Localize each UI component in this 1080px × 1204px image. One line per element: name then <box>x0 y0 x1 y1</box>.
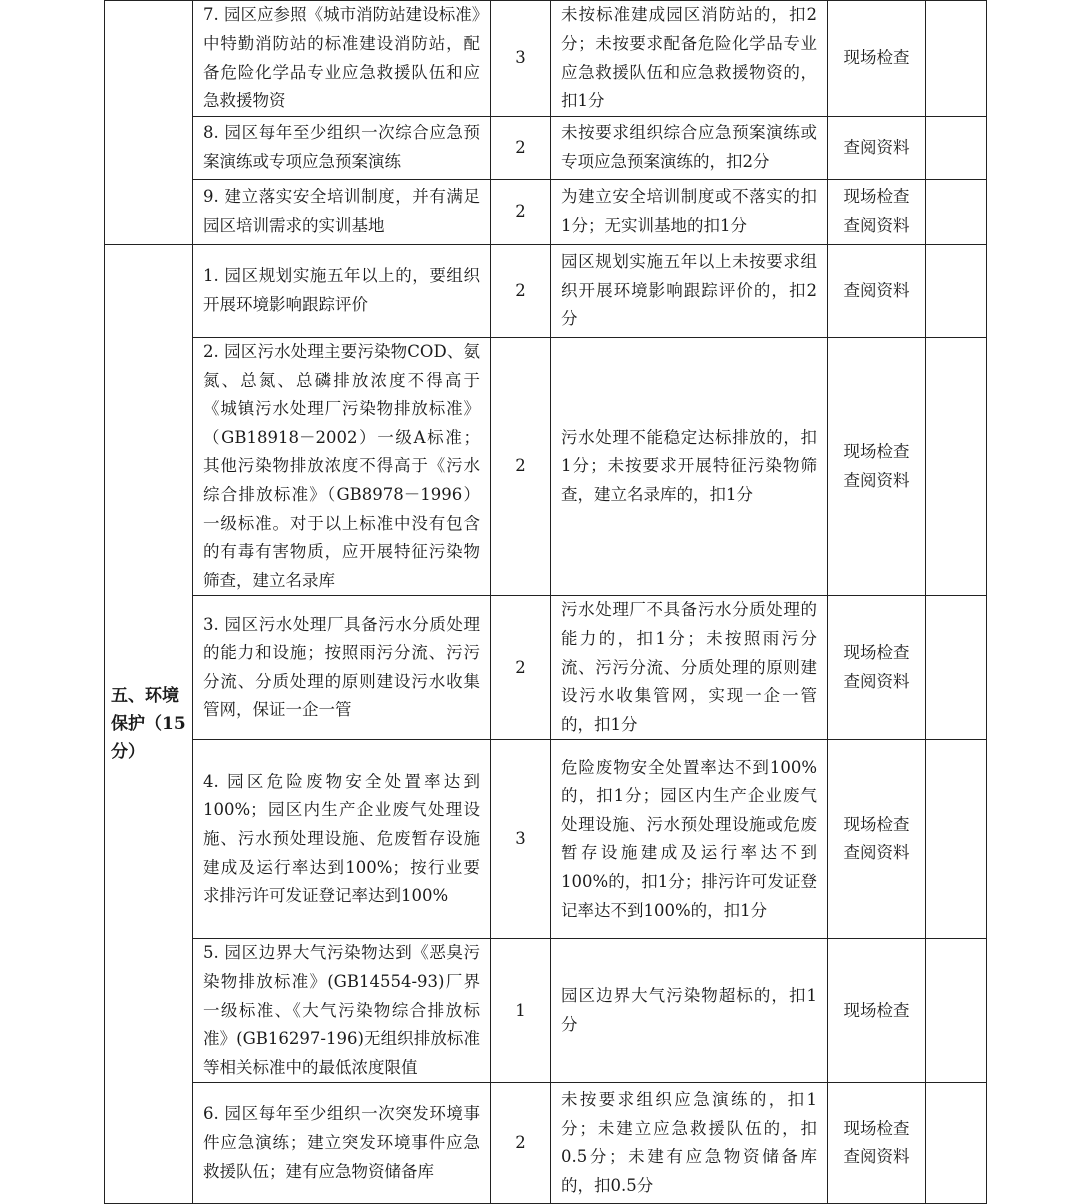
method-label: 查阅资料 <box>843 280 910 300</box>
method-label: 现场检查 <box>843 1118 910 1138</box>
score-cell: 1 <box>491 939 551 1083</box>
page-sheet <box>104 0 986 1204</box>
table-row <box>105 1 987 117</box>
table-row <box>105 117 987 180</box>
category-cell: 五、环境保护（15分） <box>105 245 193 1204</box>
table-row <box>105 245 987 338</box>
score-cell: 3 <box>491 1 551 117</box>
method-cell <box>828 245 926 338</box>
remark-cell <box>926 1083 987 1204</box>
criteria-cell: 园区规划实施五年以上未按要求组织开展环境影响跟踪评价的，扣2分 <box>551 245 828 338</box>
criteria-cell: 未按要求组织应急演练的，扣1分；未建立应急救援队伍的，扣0.5分；未建有应急物资储备库的，扣0.5分 <box>551 1083 828 1204</box>
requirement-cell: 9. 建立落实安全培训制度，并有满足园区培训需求的实训基地 <box>193 180 491 245</box>
score-cell: 2 <box>491 117 551 180</box>
score-cell: 2 <box>491 180 551 245</box>
method-label: 查阅资料 <box>843 216 910 235</box>
criteria-cell: 为建立安全培训制度或不落实的扣1分；无实训基地的扣1分 <box>551 180 828 245</box>
method-cell <box>828 338 926 596</box>
table-row <box>105 740 987 939</box>
score-cell: 2 <box>491 1083 551 1204</box>
category-cell <box>105 1 193 245</box>
remark-cell <box>926 245 987 338</box>
method-label: 现场检查 <box>843 1000 910 1020</box>
method-cell <box>828 1083 926 1204</box>
criteria-cell: 污水处理不能稳定达标排放的，扣1分；未按要求开展特征污染物筛查，建立名录库的，扣1分 <box>551 338 828 596</box>
criteria-cell: 污水处理厂不具备污水分质处理的能力的，扣1分；未按照雨污分流、污污分流、分质处理的原则建设污水收集管网，实现一企一管的，扣1分 <box>551 596 828 740</box>
method-label: 查阅资料 <box>843 843 910 863</box>
table-row <box>105 596 987 740</box>
requirement-cell: 1. 园区规划实施五年以上的，要组织开展环境影响跟踪评价 <box>193 245 491 338</box>
table-row <box>105 1083 987 1204</box>
criteria-cell: 危险废物安全处置率达不到100%的，扣1分；园区内生产企业废气处理设施、污水预处理设施或危废暂存设施建成及运行率达不到100%的，扣1分；排污许可发证登记率达不到100%的，扣1分 <box>551 740 828 939</box>
method-cell <box>828 180 926 245</box>
table-row <box>105 180 987 245</box>
method-cell <box>828 1 926 117</box>
score-cell: 2 <box>491 596 551 740</box>
remark-cell <box>926 939 987 1083</box>
remark-cell <box>926 596 987 740</box>
table-row <box>105 939 987 1083</box>
requirement-cell: 3. 园区污水处理厂具备污水分质处理的能力和设施；按照雨污分流、污污分流、分质处理的原则建设污水收集管网，保证一企一管 <box>193 596 491 740</box>
method-label: 现场检查 <box>843 814 910 834</box>
method-label: 查阅资料 <box>843 137 910 157</box>
score-cell: 3 <box>491 740 551 939</box>
method-label: 查阅资料 <box>843 671 910 691</box>
remark-cell <box>926 1 987 117</box>
method-label: 现场检查 <box>843 187 910 207</box>
table-row <box>105 338 987 596</box>
remark-cell <box>926 180 987 245</box>
requirement-cell: 2. 园区污水处理主要污染物COD、氨氮、总氮、总磷排放浓度不得高于《城镇污水处理厂污染物排放标准》（GB18918－2002）一级A标准；其他污染物排放浓度不得高于《污水综合排放标准》（GB8978－1996）一级标准。对于以上标准中没有包含的有毒有害物质，应开展特征污染物筛查，建立名录库 <box>193 338 491 596</box>
remark-cell <box>926 338 987 596</box>
requirement-cell: 5. 园区边界大气污染物达到《恶臭污染物排放标准》(GB14554-93)厂界一级标准、《大气污染物综合排放标准》(GB16297-196)无组织排放标准等相关标准中的最低浓度限值 <box>193 939 491 1083</box>
criteria-cell: 未按要求组织综合应急预案演练或专项应急预案演练的，扣2分 <box>551 117 828 180</box>
requirement-cell: 8. 园区每年至少组织一次综合应急预案演练或专项应急预案演练 <box>193 117 491 180</box>
requirement-cell: 7. 园区应参照《城市消防站建设标准》中特勤消防站的标准建设消防站，配备危险化学品专业应急救援队伍和应急救援物资 <box>193 1 491 117</box>
method-cell <box>828 740 926 939</box>
score-cell: 2 <box>491 338 551 596</box>
method-label: 现场检查 <box>843 643 910 663</box>
method-label: 现场检查 <box>843 442 910 462</box>
criteria-cell: 未按标准建成园区消防站的，扣2分；未按要求配备危险化学品专业应急救援队伍和应急救援物资的，扣1分 <box>551 1 828 117</box>
requirement-cell: 6. 园区每年至少组织一次突发环境事件应急演练；建立突发环境事件应急救援队伍；建有应急物资储备库 <box>193 1083 491 1204</box>
method-label: 查阅资料 <box>843 1147 910 1167</box>
remark-cell <box>926 117 987 180</box>
score-cell: 2 <box>491 245 551 338</box>
remark-cell <box>926 740 987 939</box>
requirement-cell: 4. 园区危险废物安全处置率达到100%；园区内生产企业废气处理设施、污水预处理设施、危废暂存设施建成及运行率达到100%；按行业要求排污许可发证登记率达到100% <box>193 740 491 939</box>
method-cell <box>828 117 926 180</box>
evaluation-table <box>104 0 987 1204</box>
method-label: 现场检查 <box>843 48 910 68</box>
method-cell <box>828 596 926 740</box>
criteria-cell: 园区边界大气污染物超标的，扣1分 <box>551 939 828 1083</box>
method-cell <box>828 939 926 1083</box>
method-label: 查阅资料 <box>843 470 910 490</box>
